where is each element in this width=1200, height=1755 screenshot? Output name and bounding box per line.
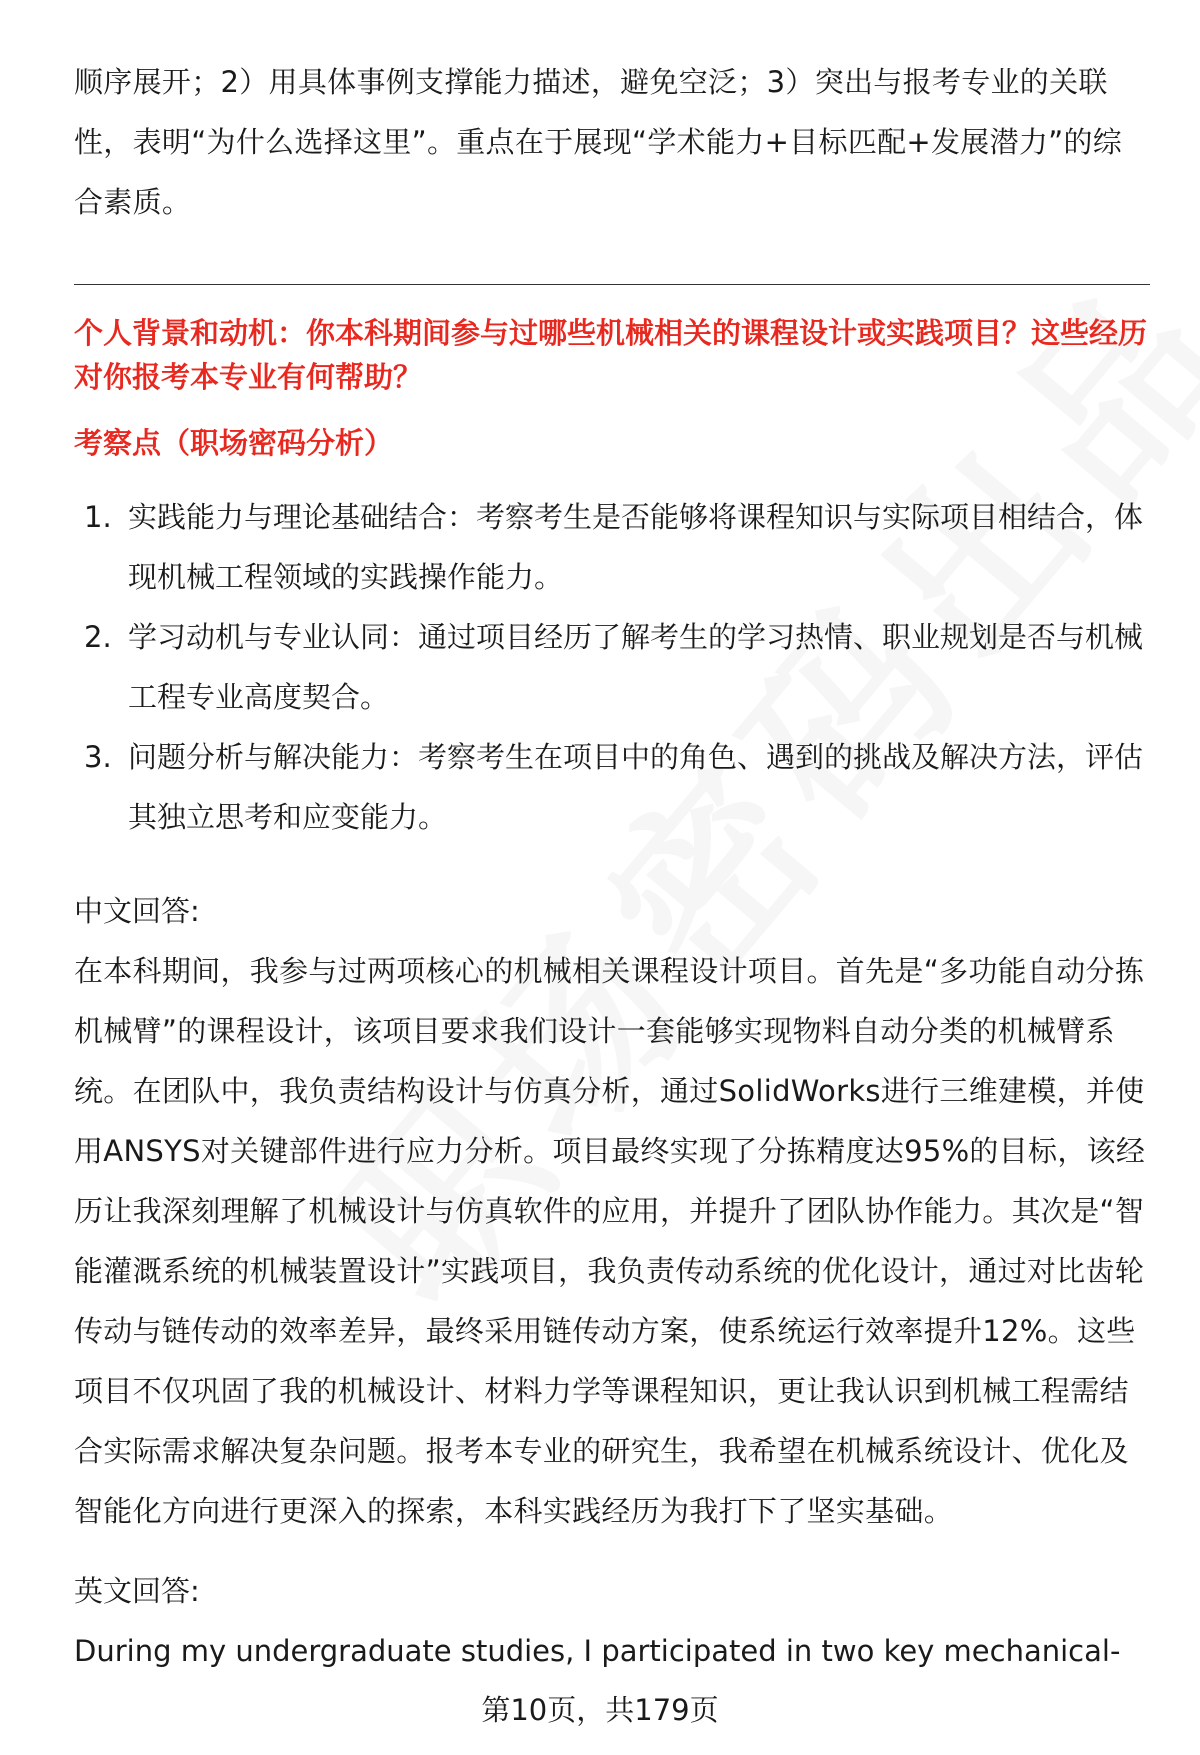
analysis-point xyxy=(74,487,1150,607)
page-content xyxy=(74,52,1150,1681)
point-text: 实践能力与理论基础结合：考察考生是否能够将课程知识与实际项目相结合，体现机械工程领域的实践操作能力。 xyxy=(128,500,1144,594)
analysis-point xyxy=(74,727,1150,847)
question-heading: 个人背景和动机：你本科期间参与过哪些机械相关的课程设计或实践项目？这些经历对你报考本专业有何帮助？ xyxy=(74,316,1148,394)
point-number: 2. xyxy=(84,620,112,654)
english-answer-label: 英文回答: xyxy=(74,1574,200,1608)
section-divider xyxy=(74,284,1150,285)
chinese-answer-paragraph: 在本科期间，我参与过两项核心的机械相关课程设计项目。首先是“多功能自动分拣机械臂”的课程设计，该项目要求我们设计一套能够实现物料自动分类的机械臂系统。在团队中，我负责结构设计与仿真分析，通过SolidWorks进行三维建模，并使用ANSYS对关键部件进行应力分析。项目最终实现了分拣精度达95%的目标，该经历让我深刻理解了机械设计与仿真软件的应用，并提升了团队协作能力。其次是“智能灌溉系统的机械装置设计”实践项目，我负责传动系统的优化设计，通过对比齿轮传动与链传动的效率差异，最终采用链传动方案，使系统运行效率提升12%。这些项目不仅巩固了我的机械设计、材料力学等课程知识，更让我认识到机械工程需结合实际需求解决复杂问题。报考本专业的研究生，我希望在机械系统设计、优化及智能化方向进行更深入的探索，本科实践经历为我打下了坚实基础。 xyxy=(74,954,1146,1528)
point-number: 1. xyxy=(84,500,112,534)
analysis-point xyxy=(74,607,1150,727)
page-number-footer: 第10页，共179页 xyxy=(481,1693,719,1727)
intro-paragraph: 顺序展开；2）用具体事例支撑能力描述，避免空泛；3）突出与报考专业的关联性，表明“为什么选择这里”。重点在于展现“学术能力+目标匹配+发展潜力”的综合素质。 xyxy=(74,65,1123,219)
analysis-points-list xyxy=(74,487,1150,847)
point-text: 学习动机与专业认同：通过项目经历了解考生的学习热情、职业规划是否与机械工程专业高度契合。 xyxy=(128,620,1144,714)
point-text: 问题分析与解决能力：考察考生在项目中的角色、遇到的挑战及解决方法，评估其独立思考和应变能力。 xyxy=(128,740,1144,834)
point-number: 3. xyxy=(84,740,112,774)
english-answer-paragraph: During my undergraduate studies, I participated in two key mechanical- xyxy=(74,1634,1121,1668)
analysis-heading: 考察点（职场密码分析） xyxy=(74,426,394,460)
chinese-answer-label: 中文回答: xyxy=(74,894,200,928)
